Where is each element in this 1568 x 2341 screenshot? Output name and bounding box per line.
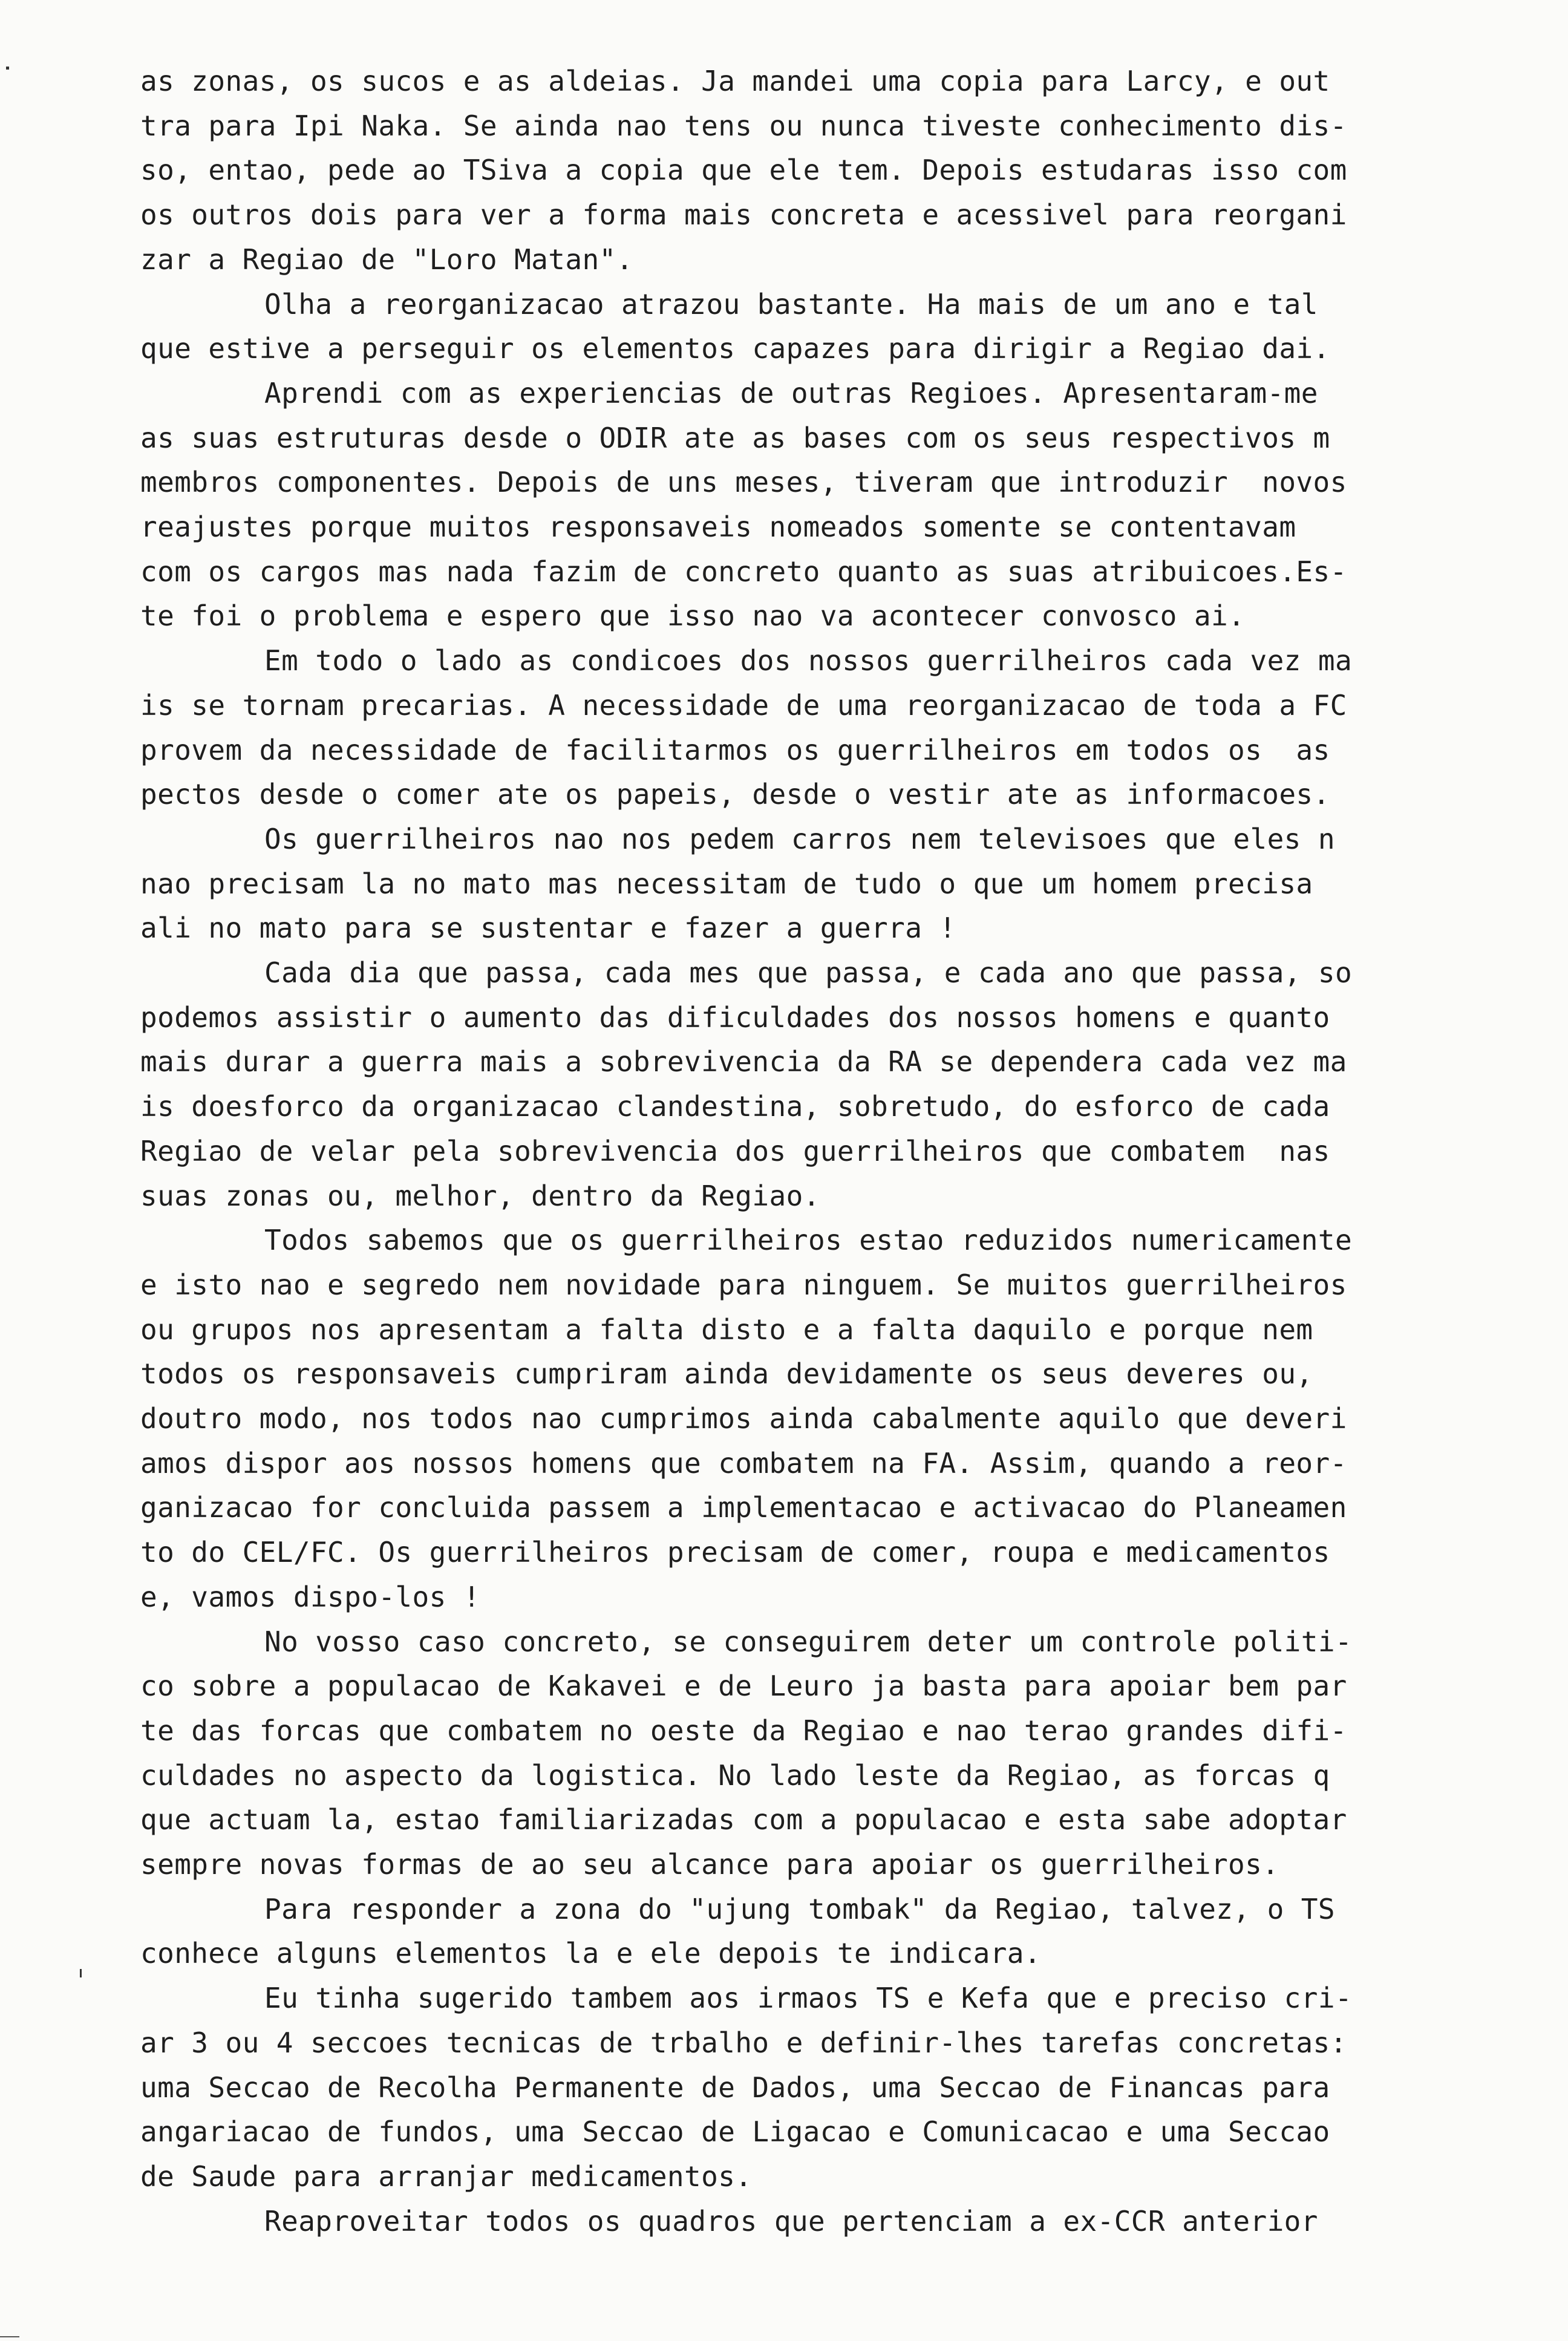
text-line: Para responder a zona do "ujung tombak" da Regiao, talvez, o TS [264, 1892, 1335, 1925]
text-line: doutro modo, nos todos nao cumprimos ainda cabalmente aquilo que deveri [140, 1402, 1347, 1435]
text-line: Todos sabemos que os guerrilheiros estao reduzidos numericamente [264, 1224, 1353, 1257]
margin-speck [6, 67, 9, 70]
text-line: Em todo o lado as condicoes dos nossos guerrilheiros cada vez ma [264, 644, 1353, 677]
text-line: podemos assistir o aumento das dificuldades dos nossos homens e quanto [140, 1001, 1330, 1034]
text-line: as suas estruturas desde o ODIR ate as bases com os seus respectivos m [140, 421, 1330, 454]
text-line: mais durar a guerra mais a sobrevivencia da RA se dependera cada vez ma [140, 1045, 1347, 1079]
text-line: zar a Regiao de "Loro Matan". [140, 243, 633, 276]
text-line: que actuam la, estao familiarizadas com a populacao e esta sabe adoptar [140, 1803, 1347, 1837]
text-line: te das forcas que combatem no oeste da Regiao e nao terao grandes difi- [140, 1714, 1347, 1747]
text-line: que estive a perseguir os elementos capazes para dirigir a Regiao dai. [140, 332, 1330, 365]
text-line: Aprendi com as experiencias de outras Regioes. Apresentaram-me [264, 376, 1318, 410]
text-line: conhece alguns elementos la e ele depois te indicara. [140, 1937, 1041, 1970]
text-line: uma Seccao de Recolha Permanente de Dados, uma Seccao de Financas para [140, 2071, 1330, 2104]
text-line: Os guerrilheiros nao nos pedem carros nem televisoes que eles n [264, 822, 1335, 855]
text-line: so, entao, pede ao TSiva a copia que ele tem. Depois estudaras isso com [140, 154, 1347, 187]
text-line: reajustes porque muitos responsaveis nomeados somente se contentavam [140, 511, 1296, 543]
text-line: to do CEL/FC. Os guerrilheiros precisam de comer, roupa e medicamentos [140, 1536, 1330, 1569]
text-line: Cada dia que passa, cada mes que passa, e cada ano que passa, so [264, 956, 1353, 989]
text-line: e isto nao e segredo nem novidade para ninguem. Se muitos guerrilheiros [140, 1268, 1347, 1301]
text-line: is se tornam precarias. A necessidade de uma reorganizacao de toda a FC [140, 688, 1347, 722]
text-line: tra para Ipi Naka. Se ainda nao tens ou nunca tiveste conhecimento dis- [140, 109, 1347, 142]
text-line: Regiao de velar pela sobrevivencia dos guerrilheiros que combatem nas [140, 1134, 1330, 1167]
text-line: todos os responsaveis cumpriram ainda devidamente os seus deveres ou, [140, 1357, 1313, 1391]
text-line: com os cargos mas nada fazim de concreto quanto as suas atribuicoes.Es- [140, 555, 1347, 588]
text-line: ou grupos nos apresentam a falta disto e a falta daquilo e porque nem [140, 1313, 1313, 1346]
text-line: os outros dois para ver a forma mais concreta e acessivel para reorgani [140, 198, 1347, 232]
text-line: as zonas, os sucos e as aldeias. Ja mandei uma copia para Larcy, e out [140, 65, 1330, 97]
text-line: Eu tinha sugerido tambem aos irmaos TS e Kefa que e preciso cri- [264, 1982, 1353, 2015]
text-line: Olha a reorganizacao atrazou bastante. Ha mais de um ano e tal [264, 287, 1318, 321]
text-line: e, vamos dispo-los ! [140, 1580, 480, 1613]
text-line: provem da necessidade de facilitarmos os guerrilheiros em todos os as [140, 733, 1330, 766]
text-line: sempre novas formas de ao seu alcance para apoiar os guerrilheiros. [140, 1848, 1279, 1881]
text-line: te foi o problema e espero que isso nao va acontecer convosco ai. [140, 599, 1246, 633]
text-line: angariacao de fundos, uma Seccao de Ligacao e Comunicacao e uma Seccao [140, 2115, 1330, 2149]
text-line: pectos desde o comer ate os papeis, desde o vestir ate as informacoes. [140, 778, 1330, 811]
text-line: suas zonas ou, melhor, dentro da Regiao. [140, 1179, 820, 1212]
text-line: co sobre a populacao de Kakavei e de Leuro ja basta para apoiar bem par [140, 1670, 1347, 1703]
text-line: ali no mato para se sustentar e fazer a guerra ! [140, 912, 956, 945]
text-line: Reaproveitar todos os quadros que pertenciam a ex-CCR anterior [264, 2204, 1318, 2238]
text-line: amos dispor aos nossos homens que combatem na FA. Assim, quando a reor- [140, 1446, 1347, 1480]
bottom-edge-mark [0, 2336, 19, 2337]
text-line: ar 3 ou 4 seccoes tecnicas de trbalho e definir-lhes tarefas concretas: [140, 2026, 1347, 2059]
text-line: culdades no aspecto da logistica. No lado leste da Regiao, as forcas q [140, 1758, 1330, 1792]
text-line: de Saude para arranjar medicamentos. [140, 2160, 753, 2193]
text-line: is doesforco da organizacao clandestina, sobretudo, do esforco de cada [140, 1090, 1330, 1123]
text-line: membros componentes. Depois de uns meses, tiveram que introduzir novos [140, 466, 1347, 499]
margin-speck [80, 1969, 82, 1977]
text-line: nao precisam la no mato mas necessitam de tudo o que um homem precisa [140, 867, 1313, 900]
text-line: No vosso caso concreto, se conseguirem deter um controle politi- [264, 1625, 1353, 1658]
text-line: ganizacao for concluida passem a implementacao e activacao do Planeamen [140, 1491, 1347, 1524]
